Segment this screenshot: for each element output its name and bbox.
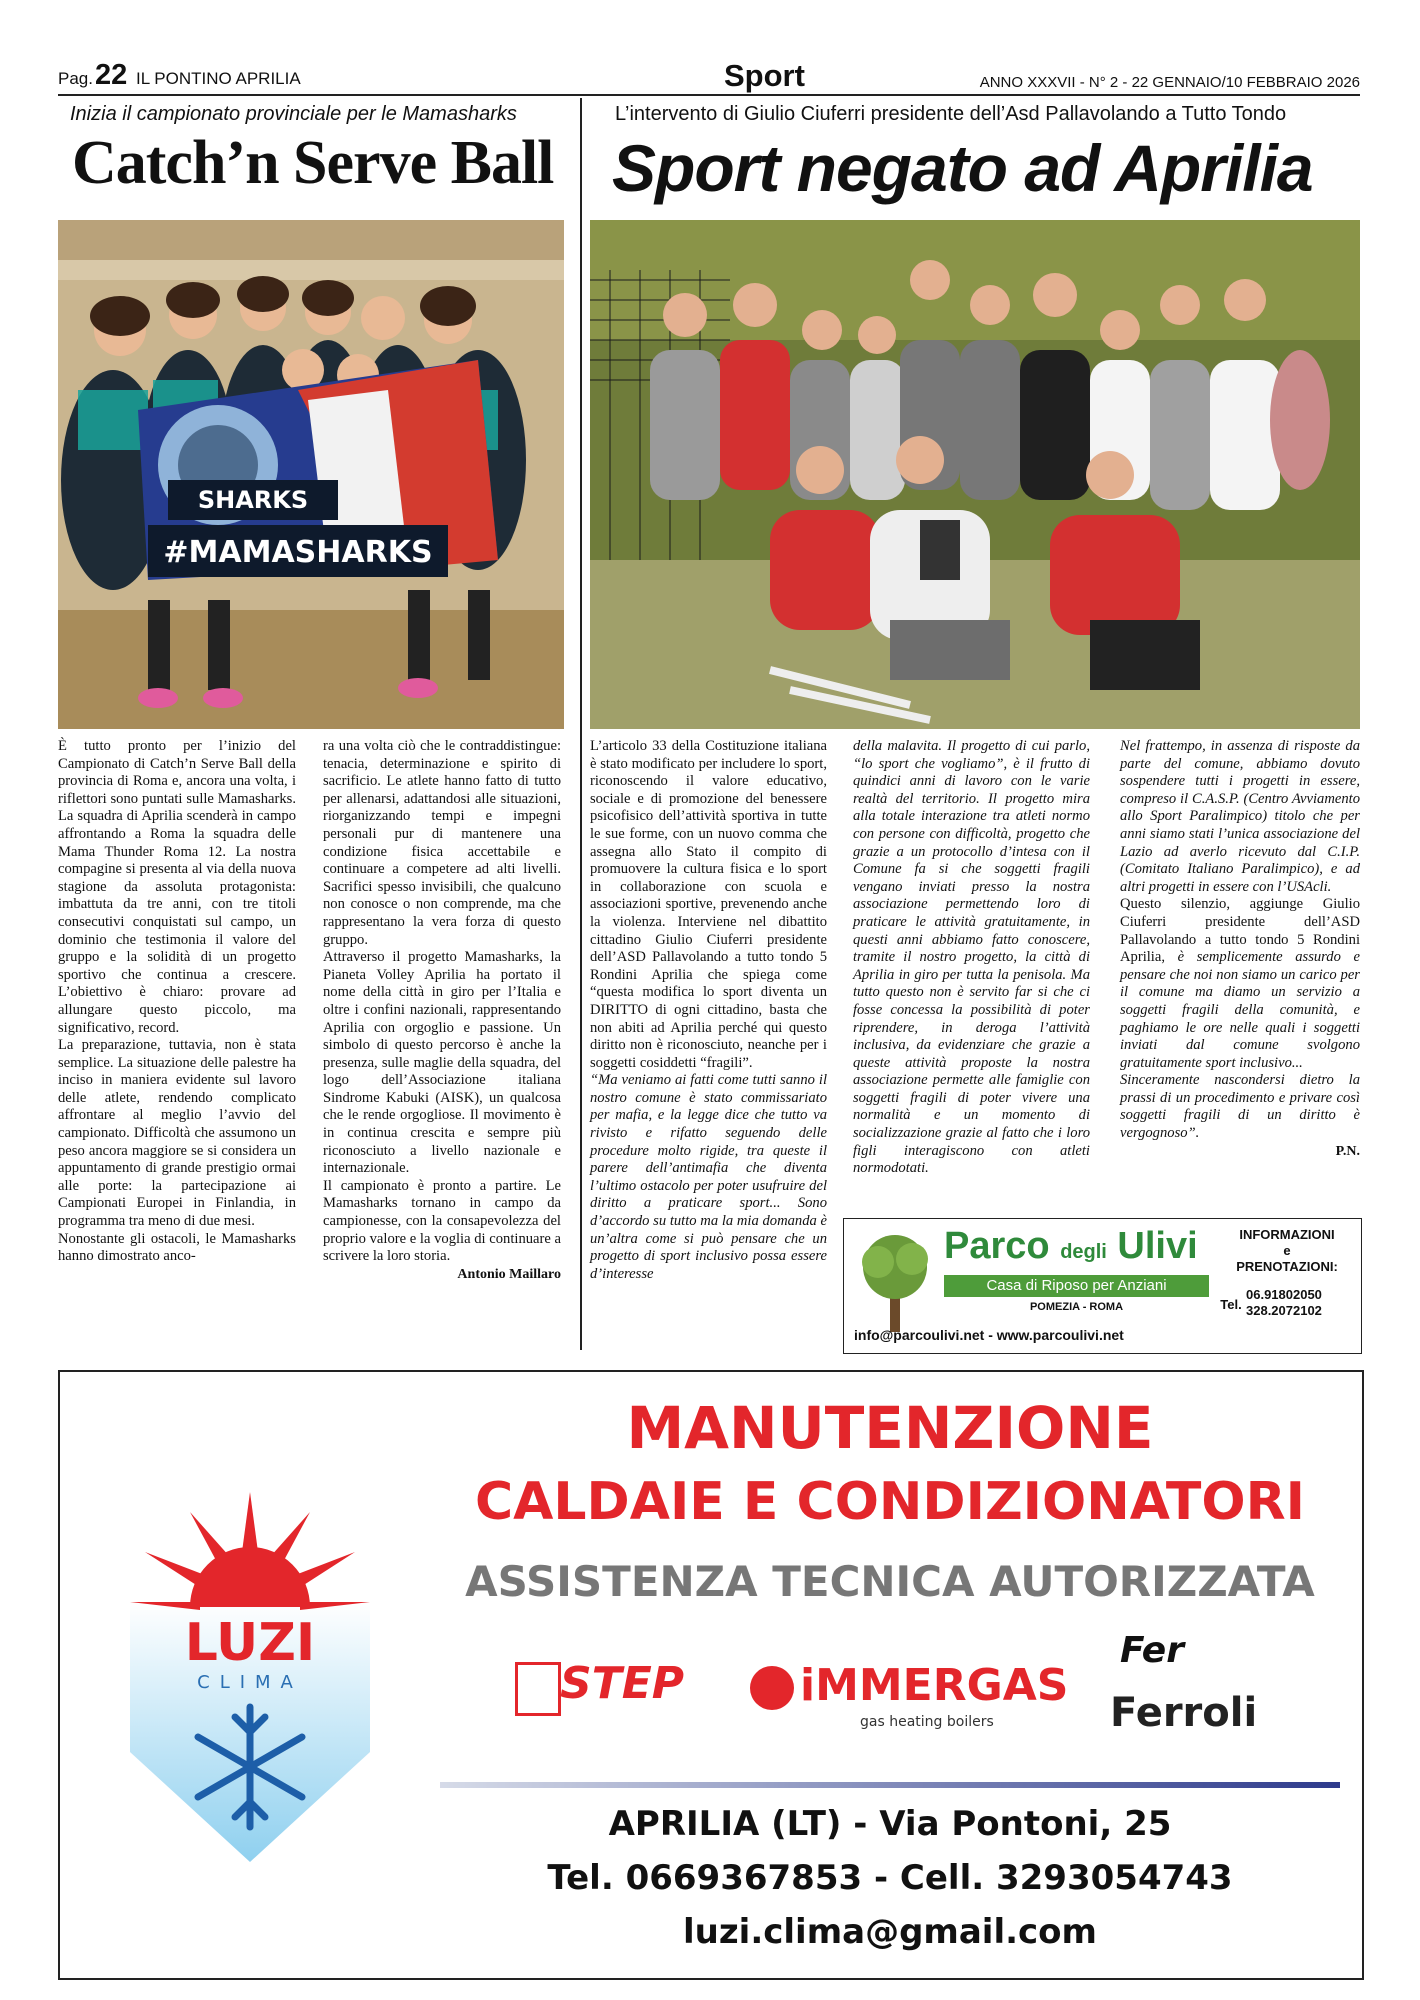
article2-quote: “Ma veniamo ai fatti come tutti sanno il nostro comune è stato commissariato per mafia, e la legge dice che tutto va rivisto e rifatto seguendo delle procedure molto rigide, tra queste il parere dell’antimafia che diventa l’ultimo ostacolo per poter usufruire del diritto a praticare sport... Sono d’accordo su tutto ma la mia domanda è un’altra come si può pensare che un progetto di sport inclusivo possa essere d’interesse bbox=[590, 1072, 827, 1282]
parco-info-line: e bbox=[1283, 1243, 1291, 1258]
article1-title: Catch’n Serve Ball bbox=[72, 129, 554, 197]
article2-paragraph: L’articolo 33 della Costituzione italiana è stato modificato per includere lo sport, riconoscendo il valore educativo, sociale e di promozione del benessere psicofisico dell’attività sportiva in tutte le sue forme, con un nuovo comma che assegna allo Stato il compito di promuovere la cultura fisica e lo sport in collaborazione con scuola e associazioni sportive, prevenendo anche la violenza. Interviene nel dibattito cittadino Giulio Ciuferri presidente dell’ASD Pallavolando a tutto tondo 5 Rondini Aprilia che spiega come “questa modifica lo sport diventa un DIRITTO di ogni cittadino, basta che non abiti ad Aprilia perché qui questo diritto non è riconosciuto, neanche per i soggetti cosiddetti “fragili”. bbox=[590, 738, 827, 1071]
parco-phone: 06.91802050 bbox=[1246, 1287, 1322, 1302]
luzi-subhead: ASSISTENZA TECNICA AUTORIZZATA bbox=[465, 1557, 1315, 1606]
article2-column-3 bbox=[1120, 738, 1360, 1160]
parco-contacts[interactable]: info@parcoulivi.net - www.parcoulivi.net bbox=[854, 1327, 1124, 1343]
article1-kicker: Inizia il campionato provinciale per le Mamasharks bbox=[70, 103, 517, 125]
parco-name-3: Ulivi bbox=[1117, 1225, 1198, 1267]
parco-phones bbox=[1246, 1287, 1358, 1319]
article1-paragraph: Il campionato è pronto a partire. Le Mamasharks tornano in campo da campionesse, con la consapevolezza del proprio valore e la voglia di continuare a scrivere la loro storia. bbox=[323, 1177, 561, 1265]
parco-subtitle: Casa di Riposo per Anziani bbox=[944, 1275, 1209, 1297]
luzi-email[interactable]: luzi.clima@gmail.com bbox=[683, 1912, 1097, 1952]
issue-info: ANNO XXXVII - N° 2 - 22 GENNAIO/10 FEBBRAIO 2026 bbox=[979, 74, 1360, 91]
page-number-block bbox=[58, 59, 301, 92]
publication-name: IL PONTINO APRILIA bbox=[135, 69, 301, 88]
article2-column-1 bbox=[590, 738, 827, 1283]
parco-name-1: Parco bbox=[944, 1225, 1050, 1267]
article1-paragraph: ra una volta ciò che le contraddistingue: tenacia, determinazione e spirito di sacrificio. Le atlete hanno fatto di tutto per allenarsi, adattandosi alle situazioni, riorganizzando tempi e impegni personali pur di mantenere una condizione fisica accettabile e continuare a competere ad alti livelli. Sacrifici spesso invisibili, che qualcuno non conosce o non comprende, ma che rappresentano la vera forza di questo gruppo. bbox=[323, 738, 561, 948]
parco-ulivi-ad bbox=[843, 1218, 1362, 1354]
parco-phone: 328.2072102 bbox=[1246, 1303, 1322, 1318]
parco-tel-label: Tel. bbox=[1220, 1297, 1242, 1312]
luzi-address: APRILIA (LT) - Via Pontoni, 25 bbox=[608, 1804, 1172, 1844]
article1-paragraph: La preparazione, tuttavia, non è stata semplice. La situazione delle palestre ha inciso in maniera evidente sul lavoro delle atlete, rendendo complicato affrontare al meglio l’avvio del campionato. Difficoltà che assumono un peso ancora maggiore se si considera un appuntamento di grande prestigio ormai alle porte: la partecipazione ai Campionati Europei in Finlandia, in programma tra meno di due mesi. bbox=[58, 1037, 296, 1230]
brand-ferroli: Ferroli bbox=[1110, 1690, 1258, 1736]
article1-column-2 bbox=[323, 738, 561, 1283]
sun-icon bbox=[190, 1547, 310, 1607]
column-divider bbox=[580, 98, 582, 1350]
article2-byline: P.N. bbox=[1335, 1143, 1360, 1159]
section-title: Sport bbox=[724, 58, 805, 93]
brand-fer: Fer bbox=[1120, 1630, 1184, 1671]
luzi-headline-2: CALDAIE E CONDIZIONATORI bbox=[475, 1472, 1305, 1532]
article2-column-2 bbox=[853, 738, 1090, 1178]
article2-title: Sport negato ad Aprilia bbox=[612, 131, 1313, 205]
article1-byline: Antonio Maillaro bbox=[457, 1266, 561, 1282]
article1-paragraph: Nonostante gli ostacoli, le Mamasharks hanno dimostrato anco- bbox=[58, 1230, 296, 1265]
parco-name-2: degli bbox=[1060, 1241, 1107, 1263]
ad-divider-stripe bbox=[440, 1782, 1340, 1788]
banner-mamasharks-text: #MAMASHARKS bbox=[163, 535, 433, 570]
page-header bbox=[58, 58, 1360, 96]
article2-paragraph bbox=[1120, 896, 1360, 1072]
article1-paragraph: È tutto pronto per l’inizio del Campionato di Catch’n Serve Ball della provincia di Roma e, ancora una volta, i riflettori sono puntati sulle Mamasharks. La squadra di Aprilia scenderà in campo affrontando a Roma la squadra delle Mama Thunder Roma 12. La nostra compagine si presenta al via della nuova stagione da assoluta protagonista: imbattuta da tre anni, con tre titoli consecutivi conquistati sul campo, un dominio che testimonia il valore del gruppo e la solidità di un progetto sportivo che continua a crescere. L’obiettivo è chiaro: provare ad allungare questo piccolo, ma significativo, record. bbox=[58, 738, 296, 1036]
luzi-phones: Tel. 0669367853 - Cell. 3293054743 bbox=[547, 1858, 1233, 1898]
olive-tree-icon bbox=[850, 1227, 940, 1337]
parco-info-line: INFORMAZIONI bbox=[1239, 1227, 1335, 1242]
luzi-logo bbox=[130, 1492, 370, 1862]
banner-sharks-text: SHARKS bbox=[197, 486, 309, 514]
article2-kicker: L’intervento di Giulio Ciuferri presidente dell’Asd Pallavolando a Tutto Tondo bbox=[615, 103, 1287, 125]
brand-immergas: iMMERGAS bbox=[800, 1660, 1069, 1711]
article2-text: Questo silenzio, aggiunge Giulio Ciuferri presidente dell’ASD Pallavolando a tutto tondo 5 Rondini Aprilia, bbox=[1120, 896, 1360, 966]
brand-step: STEP bbox=[560, 1658, 685, 1709]
parco-name bbox=[944, 1225, 1198, 1268]
article1-column-1 bbox=[58, 738, 296, 1266]
parco-info bbox=[1216, 1227, 1358, 1275]
brand-immergas-sub: gas heating boilers bbox=[860, 1714, 994, 1730]
page-number: 22 bbox=[94, 59, 128, 91]
article1-paragraph: Attraverso il progetto Mamasharks, la Pianeta Volley Aprilia ha portato il nome della città in giro per l’Italia e oltre i confini nazionali, rappresentando Aprilia con orgoglio e passione. Un simbolo di questo percorso è anche la presenza, sulle maglie della squadra, del logo dell’Associazione italiana Sindrome Kabuki (AISK), un qualcosa che le rende orgogliose. Il movimento è in continua crescita e sempre più riconosciuto a livello nazionale e internazionale. bbox=[323, 949, 561, 1177]
luzi-logo-name: LUZI bbox=[184, 1613, 316, 1673]
parco-info-line: PRENOTAZIONI: bbox=[1236, 1259, 1338, 1274]
article2-text: è semplicemente assurdo e pensare che noi non siamo un carico per il comune ma diamo un servizio a soggetti fragili della comunità, e paghiamo le ore nelle quali i soggetti inviati dal comune svolgono gratuitamente sport inclusivo... bbox=[1120, 949, 1360, 1071]
immergas-flame-icon bbox=[750, 1666, 794, 1710]
luzi-logo-sub: CLIMA bbox=[197, 1672, 303, 1693]
article2-paragraph: della malavita. Il progetto di cui parlo, “lo sport che vogliamo”, è il frutto di quindici anni di lavoro con le varie realtà del territorio. Il progetto mira alla totale interazione tra atleti normo con persone con difficoltà, progetto che grazie a un protocollo d’intesa con il Comune fa si che soggetti fragili vengano inviati presso la nostra associazione permettendo loro di praticare le attività gratuitamente, in questi anni abbiamo fatto conoscere, tramite il nostro progetto, la città di Aprilia in giro per tutta la penisola. Ma tutto questo non è servito far si che ci fosse concessa la possibilità di poter riprendere, in deroga l’attività inclusiva, da evidenziare che grazie a queste attività proposte la nostra associazione permette alle famiglie con soggetti fragili di poter vivere una normalità e un momento di socializzazione grazie al fatto che i loro figli interagiscono con atleti normodotati. bbox=[853, 738, 1090, 1177]
article2-paragraph: Nel frattempo, in assenza di risposte da parte del comune, abbiamo dovuto sospendere tutti i progetti in essere, compreso il C.A.S.P. (Centro Avviamento allo Sport Paralimpico) titolo che per anni siamo stati l’unica associazione del Lazio ad averlo ricevuto dal C.I.P. (Comitato Italiano Paralimpico), e ad altri progetti in essere con l’USAcli. bbox=[1120, 738, 1360, 895]
luzi-clima-ad bbox=[58, 1370, 1364, 1980]
luzi-headline-1: MANUTENZIONE bbox=[626, 1394, 1154, 1462]
parco-location: POMEZIA - ROMA bbox=[1029, 1301, 1124, 1313]
pallavolando-team-photo bbox=[590, 220, 1360, 729]
page-label: Pag. bbox=[58, 69, 93, 88]
article2-paragraph: Sinceramente nascondersi dietro la prassi di un procedimento e privare così soggetti fragili di un diritto è vergognoso”. bbox=[1120, 1072, 1360, 1142]
step-logo-icon bbox=[515, 1662, 561, 1716]
mamasharks-team-photo bbox=[58, 220, 564, 729]
